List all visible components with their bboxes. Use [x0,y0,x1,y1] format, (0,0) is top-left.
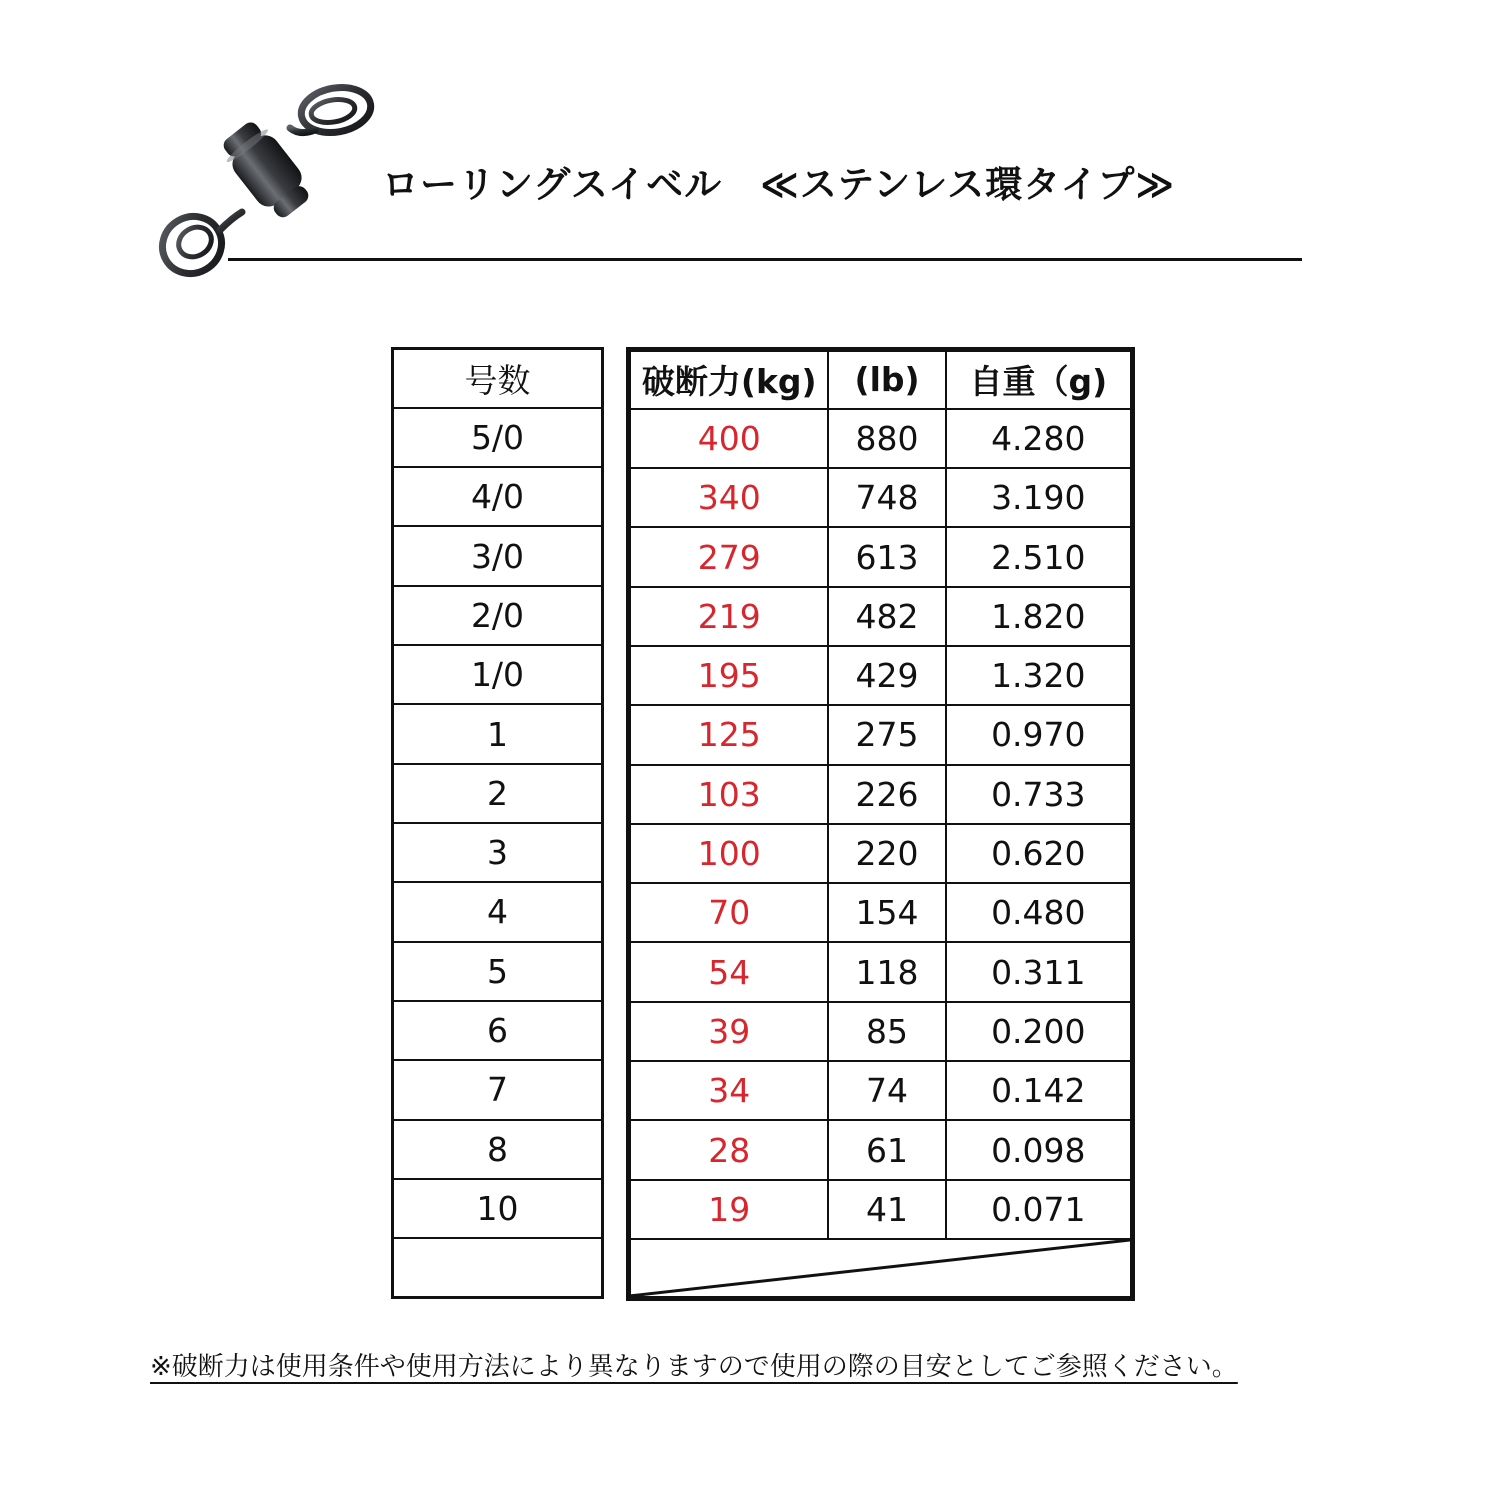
break-strength-lb-cell: 482 [828,587,945,646]
table-row [393,764,603,823]
size-cell: 4 [393,882,603,941]
size-cell: 4/0 [393,467,603,526]
weight-g-cell: 1.320 [946,646,1133,705]
table-row [393,823,603,882]
size-table [391,347,604,1299]
table-row [629,1002,1133,1061]
weight-g-cell: 0.200 [946,1002,1133,1061]
break-strength-lb-cell: 220 [828,824,945,883]
break-strength-lb-cell: 613 [828,527,945,586]
weight-g-cell: 0.071 [946,1180,1133,1239]
break-strength-kg-cell: 54 [629,942,829,1001]
page-title: ローリングスイベル ≪ステンレス環タイプ≫ [382,163,1176,206]
size-cell: 10 [393,1179,603,1238]
table-row [629,705,1133,764]
break-strength-lb-cell: 41 [828,1180,945,1239]
blank-cell [393,1238,603,1297]
break-strength-kg-cell: 70 [629,883,829,942]
table-row [393,1179,603,1238]
weight-g-cell: 2.510 [946,527,1133,586]
weight-g-cell: 1.820 [946,587,1133,646]
break-strength-lb-cell: 61 [828,1120,945,1179]
break-strength-kg-cell: 279 [629,527,829,586]
break-strength-kg-cell: 400 [629,409,829,468]
size-cell: 2/0 [393,586,603,645]
blank-row [393,1238,603,1297]
weight-g-cell: 3.190 [946,468,1133,527]
weight-g-cell: 0.480 [946,883,1133,942]
size-cell: 3/0 [393,526,603,585]
weight-g-cell: 0.142 [946,1061,1133,1120]
break-strength-kg-cell: 100 [629,824,829,883]
table-row [393,526,603,585]
weight-g-cell: 4.280 [946,409,1133,468]
table-row [393,1120,603,1179]
break-strength-lb-cell: 429 [828,646,945,705]
table-row [393,408,603,467]
weight-g-cell: 0.733 [946,765,1133,824]
table-row [629,765,1133,824]
table-row [629,1061,1133,1120]
table-row [393,586,603,645]
table-row [393,1001,603,1060]
table-row [629,468,1133,527]
break-strength-kg-cell: 28 [629,1120,829,1179]
size-cell: 1/0 [393,645,603,704]
table-row [629,942,1133,1001]
break-strength-lb-cell: 154 [828,883,945,942]
spec-table [626,347,1135,1301]
break-strength-kg-cell: 19 [629,1180,829,1239]
weight-g-cell: 0.620 [946,824,1133,883]
table-row [393,704,603,763]
blank-cell [629,1239,1133,1298]
table-row [629,587,1133,646]
break-strength-lb-cell: 748 [828,468,945,527]
break-strength-lb-cell: 74 [828,1061,945,1120]
size-cell: 8 [393,1120,603,1179]
table-row [629,1120,1133,1179]
break-strength-lb-cell: 85 [828,1002,945,1061]
blank-row [629,1239,1133,1298]
diagonal-strike [631,1240,1130,1296]
table-row [629,883,1133,942]
size-cell: 5/0 [393,408,603,467]
break-strength-kg-cell: 39 [629,1002,829,1061]
weight-g-header: 自重（g) [946,350,1133,409]
table-row [629,646,1133,705]
table-row [393,1060,603,1119]
size-cell: 1 [393,704,603,763]
footnote: ※破断力は使用条件や使用方法により異なりますので使用の際の目安としてご参照ください。 [150,1352,1238,1382]
break-strength-lb-cell: 226 [828,765,945,824]
table-row [393,467,603,526]
size-cell: 2 [393,764,603,823]
break-strength-lb-header: (lb) [828,350,945,409]
break-strength-lb-cell: 880 [828,409,945,468]
weight-g-cell: 0.098 [946,1120,1133,1179]
weight-g-cell: 0.311 [946,942,1133,1001]
size-cell: 6 [393,1001,603,1060]
break-strength-kg-cell: 125 [629,705,829,764]
size-cell: 5 [393,942,603,1001]
size-cell: 7 [393,1060,603,1119]
table-row [393,645,603,704]
break-strength-kg-cell: 103 [629,765,829,824]
table-row [393,942,603,1001]
table-row [393,882,603,941]
table-row [629,527,1133,586]
break-strength-lb-cell: 275 [828,705,945,764]
weight-g-cell: 0.970 [946,705,1133,764]
break-strength-kg-cell: 219 [629,587,829,646]
title-divider [228,258,1302,261]
break-strength-lb-cell: 118 [828,942,945,1001]
table-row [629,1180,1133,1239]
size-cell: 3 [393,823,603,882]
rolling-swivel-icon [150,78,390,288]
break-strength-kg-cell: 340 [629,468,829,527]
table-row [629,409,1133,468]
break-strength-kg-header: 破断力(kg) [629,350,829,409]
break-strength-kg-cell: 195 [629,646,829,705]
break-strength-kg-cell: 34 [629,1061,829,1120]
size-header: 号数 [393,349,603,408]
table-row [629,824,1133,883]
